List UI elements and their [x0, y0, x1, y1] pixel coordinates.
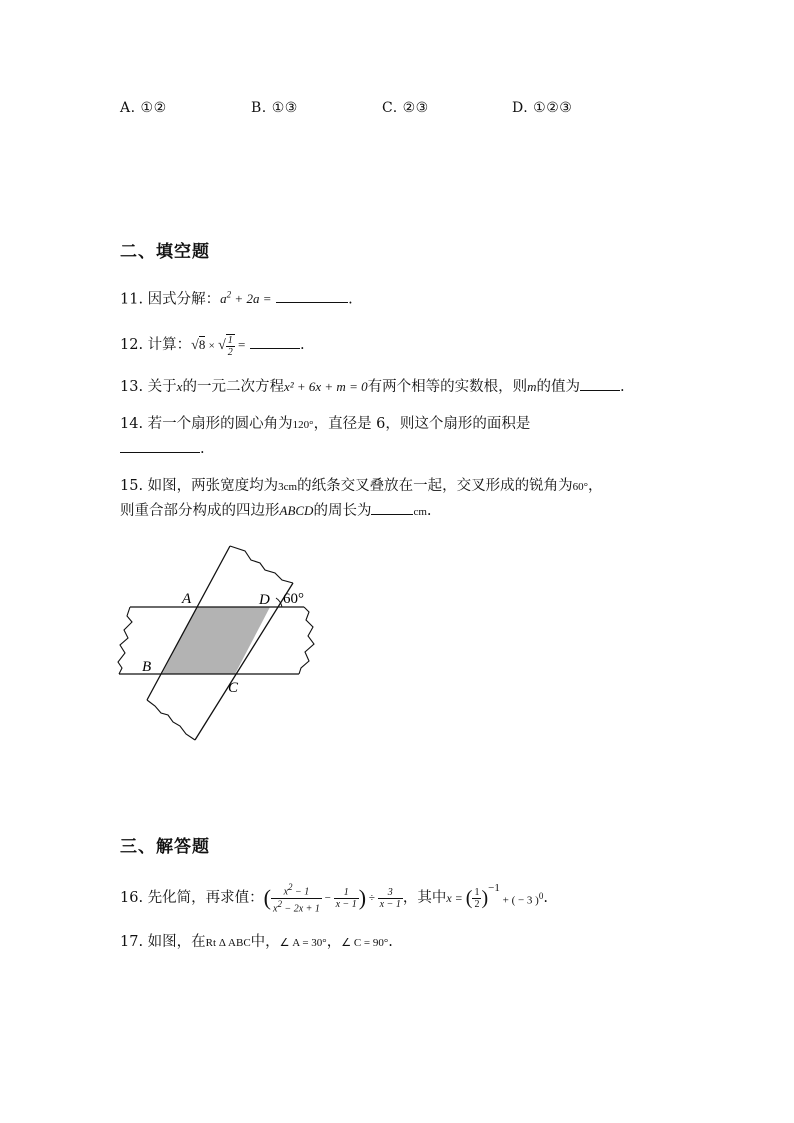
question-17: 17. 如图，在Rt Δ ABC中，∠ A = 30°，∠ C = 90°.	[120, 934, 393, 950]
label-b: B	[142, 659, 152, 675]
answer-blank	[371, 500, 413, 515]
question-16: 16. 先化简，再求值： ( $\frac{x^2 - 1}{x^2 - 2x + 1}$ − $\frac{1}{x - 1}$ ) ÷ $\frac{3}{x - 1}$ ，其中 x = ( $\frac{1}{2}$ ) $^{-1}$ + ( − 3 )$^0$ .	[120, 882, 548, 914]
option-a	[120, 100, 167, 116]
option-letter: D.	[512, 100, 529, 116]
strip-right-torn-edge	[299, 607, 314, 674]
slant-strip-top-torn-edge	[230, 546, 293, 583]
question-13: 13. 关于x的一元二次方程x² + 6x + m = 0有两个相等的实数根，则m的值为 .	[120, 376, 625, 397]
slant-strip-bottom-torn-edge	[147, 700, 195, 740]
label-d: D	[259, 592, 270, 608]
answer-blank	[120, 438, 200, 453]
question-15-line1: 15. 如图，两张宽度均为3cm的纸条交叉叠放在一起，交叉形成的锐角为60°，	[120, 478, 603, 494]
label-a: A	[182, 591, 192, 607]
paper-strips-figure	[110, 540, 330, 745]
option-letter: C.	[382, 100, 398, 116]
option-b	[251, 100, 298, 116]
option-text: ②③	[402, 100, 429, 116]
option-letter: A.	[120, 100, 136, 116]
option-text: ①③	[271, 100, 298, 116]
question-15-line2: 则重合部分构成的四边形ABCD的周长为 cm.	[120, 500, 432, 522]
section-3-heading: 三、解答题	[120, 837, 210, 857]
question-14-line1: 14. 若一个扇形的圆心角为120°，直径是 6，则这个扇形的面积是	[120, 416, 531, 432]
answer-blank	[250, 334, 300, 349]
overlap-region	[162, 607, 270, 674]
answer-blank	[276, 288, 348, 303]
option-c	[382, 100, 429, 116]
option-text: ①②	[140, 100, 167, 116]
strip-left-torn-edge	[118, 607, 132, 674]
answer-blank	[580, 376, 620, 391]
label-c: C	[228, 680, 239, 696]
option-d	[512, 100, 572, 116]
label-angle: 60°	[283, 591, 304, 607]
section-2-heading: 二、填空题	[120, 242, 210, 262]
expr-11: $a^2 + 2a$ =	[220, 290, 272, 307]
expr-12: √8 × √ $\frac{1}{2}$ =	[191, 335, 246, 359]
option-text: ①②③	[533, 100, 573, 116]
question-12: 12. 计算：√8 × √ $\frac{1}{2}$ = .	[120, 335, 305, 359]
question-14-line2: .	[120, 438, 205, 459]
question-11: 11. 因式分解：$a^2 + 2a$ = .	[120, 290, 353, 308]
option-letter: B.	[251, 100, 267, 116]
